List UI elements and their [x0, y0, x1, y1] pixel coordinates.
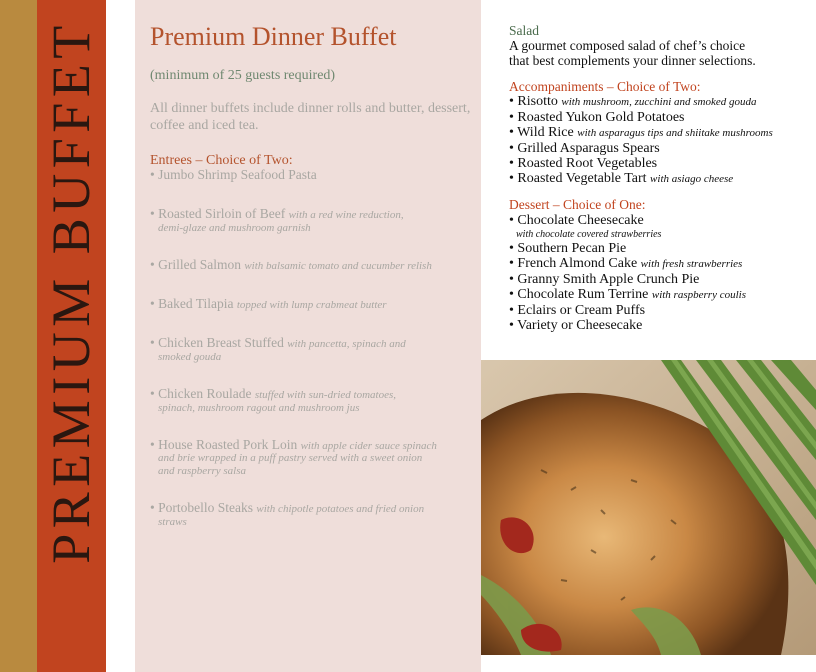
- entree-item: [150, 207, 471, 234]
- item-name: • Wild Rice: [509, 125, 574, 141]
- dessert-item: [509, 256, 816, 272]
- entree-item: [150, 438, 471, 477]
- entree-description: stuffed with sun-dried tomatoes,: [254, 388, 397, 401]
- entree-description: with balsamic tomato and cucumber relish: [244, 260, 432, 273]
- entree-description-cont: demi-glaze and mushroom garnish: [158, 221, 311, 234]
- entree-name: • Grilled Salmon: [150, 257, 241, 273]
- item-name: • Grilled Asparagus Spears: [509, 141, 660, 157]
- entree-description: with pancetta, spinach and: [287, 337, 406, 350]
- dessert-item: [509, 303, 816, 318]
- item-name: • Chocolate Cheesecake: [509, 213, 644, 229]
- food-photo: [481, 360, 816, 655]
- page-title: Premium Dinner Buffet: [150, 22, 397, 51]
- entree-description-cont: spinach, mushroom ragout and mushroom jus: [158, 401, 360, 414]
- entree-item: [150, 297, 471, 312]
- vertical-banner-text: PREMIUM BUFFET: [41, 20, 101, 564]
- item-name: • Roasted Vegetable Tart: [509, 171, 647, 187]
- dessert-item: [509, 287, 816, 303]
- entree-name: • Portobello Steaks: [150, 499, 253, 515]
- entree-name: • Roasted Sirloin of Beef: [150, 206, 286, 222]
- item-name: • Chocolate Rum Terrine: [509, 287, 649, 303]
- entree-description: with a red wine reduction,: [288, 209, 404, 222]
- item-name: • Southern Pecan Pie: [509, 241, 627, 257]
- divider-gap: [106, 0, 135, 672]
- dessert-item: [509, 213, 816, 228]
- entree-description: with chipotle potatoes and fried onion: [256, 502, 425, 515]
- gold-side-strip: [0, 0, 37, 672]
- entree-description: topped with lump crabmeat butter: [236, 298, 387, 311]
- entree-item: [150, 501, 471, 528]
- entree-name: • Baked Tilapia: [150, 295, 234, 311]
- item-description: with fresh strawberries: [640, 258, 743, 271]
- item-name: • Roasted Root Vegetables: [509, 156, 658, 172]
- entree-name: • Jumbo Shrimp Seafood Pasta: [150, 167, 317, 183]
- accompaniments-heading: Accompaniments – Choice of Two:: [509, 78, 701, 94]
- accompaniment-item: [509, 110, 816, 125]
- entree-description-cont: and raspberry salsa: [158, 464, 247, 477]
- item-name: • Granny Smith Apple Crunch Pie: [509, 272, 700, 288]
- item-name: • Risotto: [509, 94, 558, 110]
- entree-description-cont: smoked gouda: [158, 350, 222, 363]
- item-description: with chocolate covered strawberries: [516, 229, 662, 241]
- item-description: with raspberry coulis: [651, 289, 746, 302]
- item-description: with asiago cheese: [650, 173, 734, 186]
- minimum-guests-note: (minimum of 25 guests required): [150, 67, 336, 83]
- dessert-item: [509, 272, 816, 287]
- entree-description: with apple cider sauce spinach: [300, 439, 437, 452]
- entree-item: [150, 336, 471, 363]
- salad-description: A gourmet composed salad of chef’s choice: [509, 37, 746, 53]
- item-name: • French Almond Cake: [509, 256, 638, 272]
- item-description: with mushroom, zucchini and smoked gouda: [561, 96, 757, 109]
- accompaniment-item: [509, 125, 816, 141]
- entree-item: [150, 168, 471, 183]
- salad-description-cont: that best complements your dinner selections.: [509, 52, 756, 68]
- entree-item: [150, 387, 471, 414]
- dessert-item: [509, 241, 816, 256]
- sides-panel: [481, 0, 816, 360]
- item-description: with asparagus tips and shiitake mushrooms: [577, 127, 773, 140]
- entree-name: • House Roasted Pork Loin: [150, 436, 298, 452]
- item-name: • Roasted Yukon Gold Potatoes: [509, 110, 685, 126]
- accompaniment-item: [509, 171, 816, 187]
- entree-name: • Chicken Roulade: [150, 385, 252, 401]
- accompaniment-item: [509, 94, 816, 110]
- entrees-heading: Entrees – Choice of Two:: [150, 152, 293, 168]
- dessert-item: [509, 318, 816, 333]
- entrees-panel: [135, 0, 481, 672]
- item-name: • Eclairs or Cream Puffs: [509, 303, 646, 319]
- item-name: • Variety or Cheesecake: [509, 318, 643, 334]
- entree-description-cont: straws: [158, 515, 187, 528]
- accompaniment-item: [509, 141, 816, 156]
- entree-description-cont: and brie wrapped in a puff pastry served with a sweet onion: [158, 452, 423, 465]
- entree-item: [150, 258, 471, 273]
- intro-text: All dinner buffets include dinner rolls and butter, dessert, coffee and iced tea.: [150, 100, 471, 134]
- dessert-heading: Dessert – Choice of One:: [509, 197, 646, 213]
- accompaniment-item: [509, 156, 816, 171]
- salad-heading: Salad: [509, 23, 539, 38]
- entree-name: • Chicken Breast Stuffed: [150, 334, 284, 350]
